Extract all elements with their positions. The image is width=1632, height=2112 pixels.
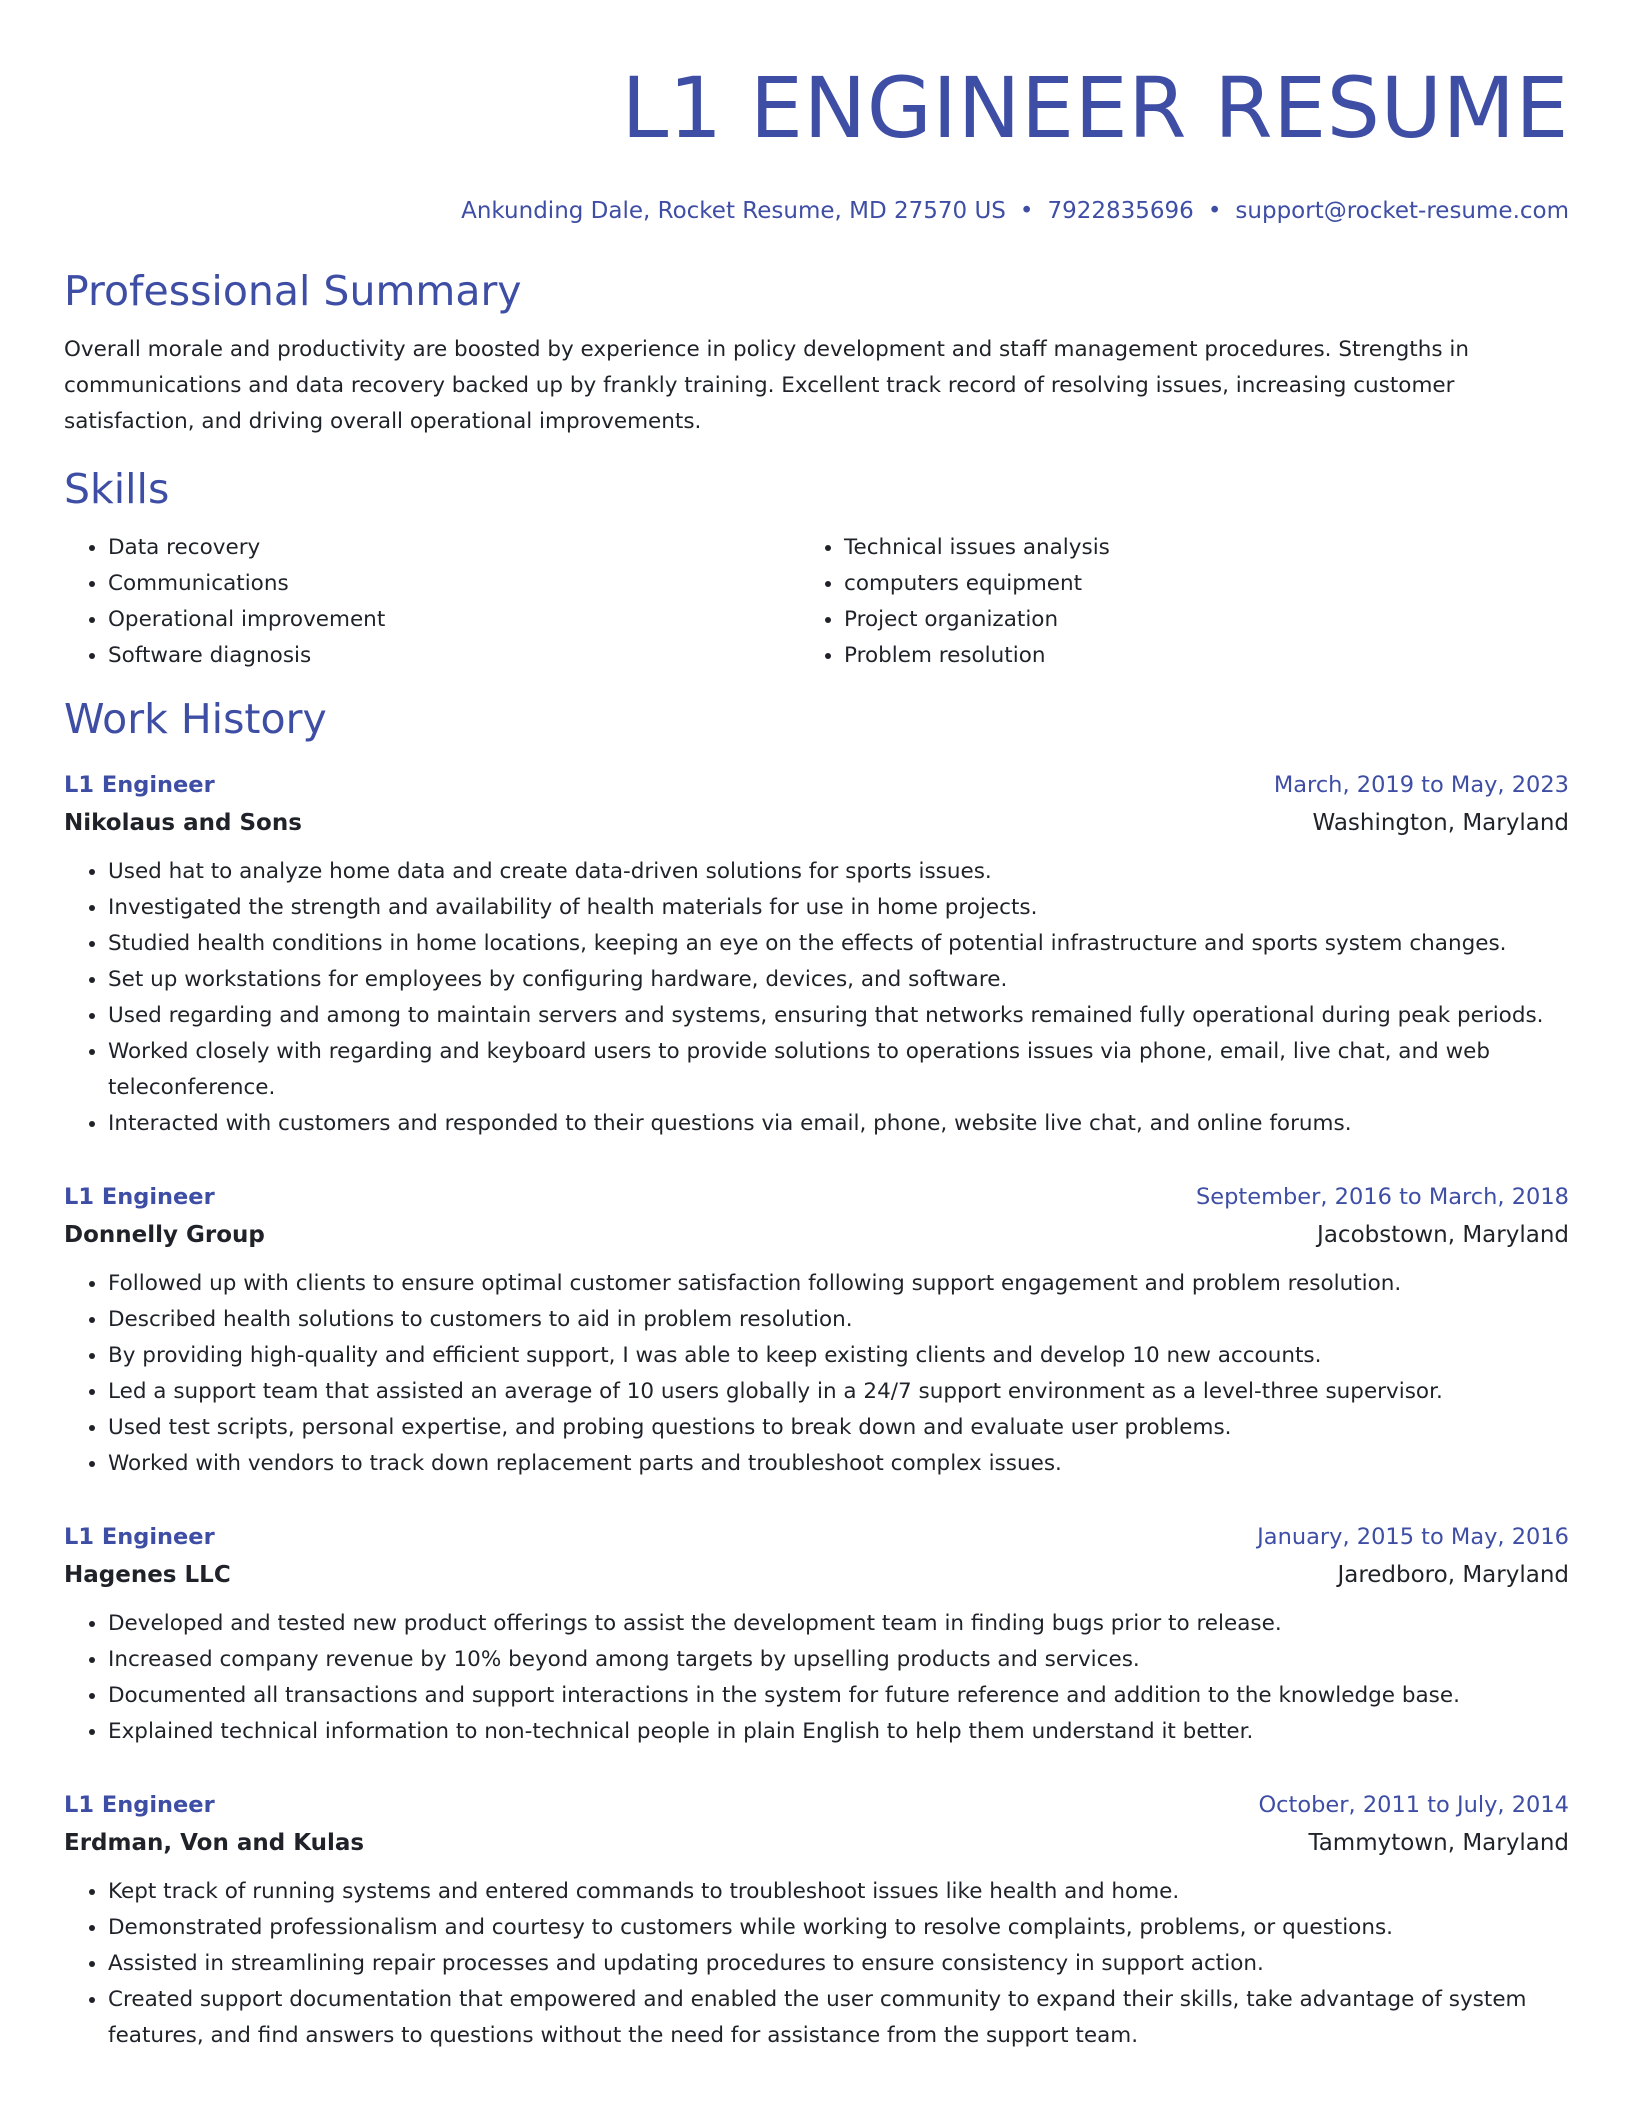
job-bullet: • Led a support team that assisted an average of 10 users globally in a 24/7 support environment as a level-three supervisor. [108,1374,1569,1410]
skills-column-left [64,530,800,674]
job-bullet: • Investigated the strength and availability of health materials for use in home projects. [108,890,1569,926]
job-bullet: • Developed and tested new product offerings to assist the development team in finding bugs prior to release. [108,1606,1569,1642]
job-dates: January, 2015 to May, 2016 [1257,1524,1569,1550]
skill-item: • Software diagnosis [108,638,800,674]
job-bullets [64,1606,1569,1750]
job-bullet: • Used regarding and among to maintain servers and systems, ensuring that networks remained fully operational during peak periods. [108,998,1569,1034]
contact-address: Ankunding Dale, Rocket Resume, MD 27570 US [461,198,1006,224]
work-history-heading: Work History [64,695,327,743]
job-location: Washington, Maryland [1312,810,1569,836]
job-bullet: • Interacted with customers and responded to their questions via email, phone, website live chat, and online forums. [108,1106,1569,1142]
job-title: L1 Engineer [64,1792,215,1818]
job-title: L1 Engineer [64,1524,215,1550]
job-dates: March, 2019 to May, 2023 [1273,772,1569,798]
job-bullets [64,854,1569,1142]
job-bullet: • Increased company revenue by 10% beyond among targets by upselling products and services. [108,1642,1569,1678]
job-location: Jacobstown, Maryland [1317,1222,1569,1248]
skill-item: • Communications [108,566,800,602]
job-title: L1 Engineer [64,772,215,798]
contact-line [64,196,1569,226]
skills-heading: Skills [64,465,170,513]
contact-separator: • [1019,198,1034,224]
resume-title: L1 ENGINEER RESUME [621,59,1569,157]
job-company: Donnelly Group [64,1222,265,1248]
job-bullet: • Created support documentation that empowered and enabled the user community to expand their skills, take advantage of system features, and find answers to questions without the need for assistance from the support team. [108,1982,1569,2054]
job-entry [64,1518,1569,1750]
summary-text: Overall morale and productivity are boosted by experience in policy development and staff management procedures. Strengths in communications and data recovery backed up by frankly training. Excellent track record of resolving issues, increasing customer satisfaction, and driving overall operational improvements. [64,337,1469,434]
skills-column-right [800,530,1550,674]
job-bullet: • Kept track of running systems and entered commands to troubleshoot issues like health and home. [108,1874,1569,1910]
job-company: Hagenes LLC [64,1562,231,1588]
job-company: Nikolaus and Sons [64,810,302,836]
job-bullets [64,1874,1569,2054]
contact-phone: 7922835696 [1047,198,1194,224]
job-bullet: • Used test scripts, personal expertise, and probing questions to break down and evaluate user problems. [108,1410,1569,1446]
job-bullet: • Documented all transactions and support interactions in the system for future reference and addition to the knowledge base. [108,1678,1569,1714]
skill-item: • Technical issues analysis [844,530,1550,566]
skill-item: • Project organization [844,602,1550,638]
summary-heading: Professional Summary [64,267,522,315]
job-entry [64,766,1569,1142]
job-bullet: • Worked closely with regarding and keyboard users to provide solutions to operations issues via phone, email, live chat, and web teleconference. [108,1034,1569,1106]
job-title: L1 Engineer [64,1184,215,1210]
job-bullet: • Demonstrated professionalism and courtesy to customers while working to resolve complaints, problems, or questions. [108,1910,1569,1946]
job-bullets [64,1266,1569,1482]
contact-separator: • [1207,198,1222,224]
job-dates: October, 2011 to July, 2014 [1258,1792,1569,1818]
job-bullet: • Followed up with clients to ensure optimal customer satisfaction following support engagement and problem resolution. [108,1266,1569,1302]
job-bullet: • Assisted in streamlining repair processes and updating procedures to ensure consistency in support action. [108,1946,1569,1982]
job-bullet: • Described health solutions to customers to aid in problem resolution. [108,1302,1569,1338]
job-bullet: • Worked with vendors to track down replacement parts and troubleshoot complex issues. [108,1446,1569,1482]
skill-item: • computers equipment [844,566,1550,602]
skill-item: • Problem resolution [844,638,1550,674]
job-bullet: • Studied health conditions in home locations, keeping an eye on the effects of potential infrastructure and sports system changes. [108,926,1569,962]
job-company: Erdman, Von and Kulas [64,1830,365,1856]
job-bullet: • Set up workstations for employees by configuring hardware, devices, and software. [108,962,1569,998]
contact-email: support@rocket-resume.com [1235,198,1569,224]
job-entry [64,1178,1569,1482]
skills-list [64,530,1569,674]
job-bullet: • Used hat to analyze home data and create data-driven solutions for sports issues. [108,854,1569,890]
job-entry [64,1786,1569,2054]
skill-item: • Operational improvement [108,602,800,638]
job-bullet: • By providing high-quality and efficient support, I was able to keep existing clients and develop 10 new accounts. [108,1338,1569,1374]
job-location: Tammytown, Maryland [1308,1830,1569,1856]
job-bullet: • Explained technical information to non-technical people in plain English to help them understand it better. [108,1714,1569,1750]
job-dates: September, 2016 to March, 2018 [1196,1184,1569,1210]
job-location: Jaredboro, Maryland [1337,1562,1569,1588]
skill-item: • Data recovery [108,530,800,566]
